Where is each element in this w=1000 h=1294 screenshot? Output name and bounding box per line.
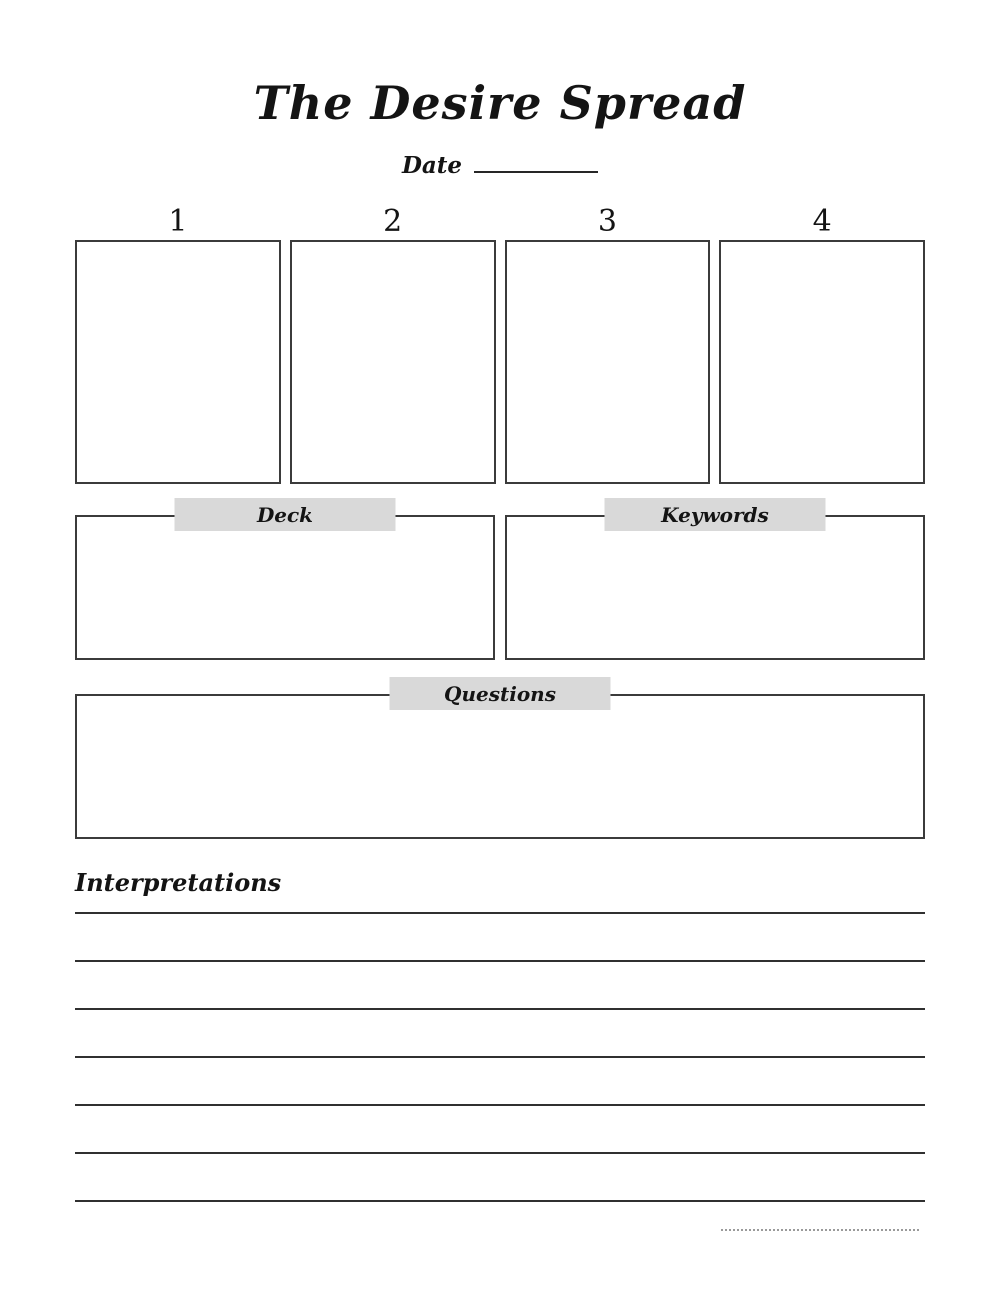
deck-keywords-row (75, 502, 925, 660)
card-position-1 (75, 205, 281, 484)
interpretation-line[interactable] (75, 912, 925, 914)
date-label: Date (401, 152, 463, 179)
card-position-3 (505, 205, 711, 484)
worksheet-page (75, 0, 925, 1231)
deck-box[interactable] (75, 502, 495, 660)
card-box-3[interactable] (505, 240, 711, 484)
interpretation-line[interactable] (75, 1056, 925, 1058)
dotted-line (721, 1229, 919, 1231)
card-position-2 (290, 205, 496, 484)
interpretation-line[interactable] (75, 1152, 925, 1154)
card-spread-row (75, 205, 925, 484)
card-box-1[interactable] (75, 240, 281, 484)
date-input-line[interactable] (474, 153, 598, 173)
page-title: The Desire Spread (253, 76, 747, 130)
card-number-label: 3 (597, 204, 617, 239)
card-position-4 (719, 205, 925, 484)
card-box-4[interactable] (719, 240, 925, 484)
questions-box[interactable] (75, 681, 925, 839)
interpretations-label: Interpretations (75, 868, 282, 897)
date-row (75, 152, 925, 180)
deck-tab-label: Deck (175, 498, 396, 531)
interpretation-line[interactable] (75, 1008, 925, 1010)
questions-row (75, 681, 925, 839)
interpretation-line[interactable] (75, 1200, 925, 1202)
interpretation-lines (75, 912, 925, 1202)
keywords-tab-label: Keywords (605, 498, 826, 531)
interpretation-line[interactable] (75, 960, 925, 962)
card-number-label: 2 (383, 204, 403, 239)
keywords-box[interactable] (505, 502, 925, 660)
footer-row (75, 1229, 925, 1231)
card-number-label: 4 (812, 204, 832, 239)
questions-tab-label: Questions (390, 677, 611, 710)
interpretation-line[interactable] (75, 1104, 925, 1106)
card-number-label: 1 (168, 204, 188, 239)
card-box-2[interactable] (290, 240, 496, 484)
